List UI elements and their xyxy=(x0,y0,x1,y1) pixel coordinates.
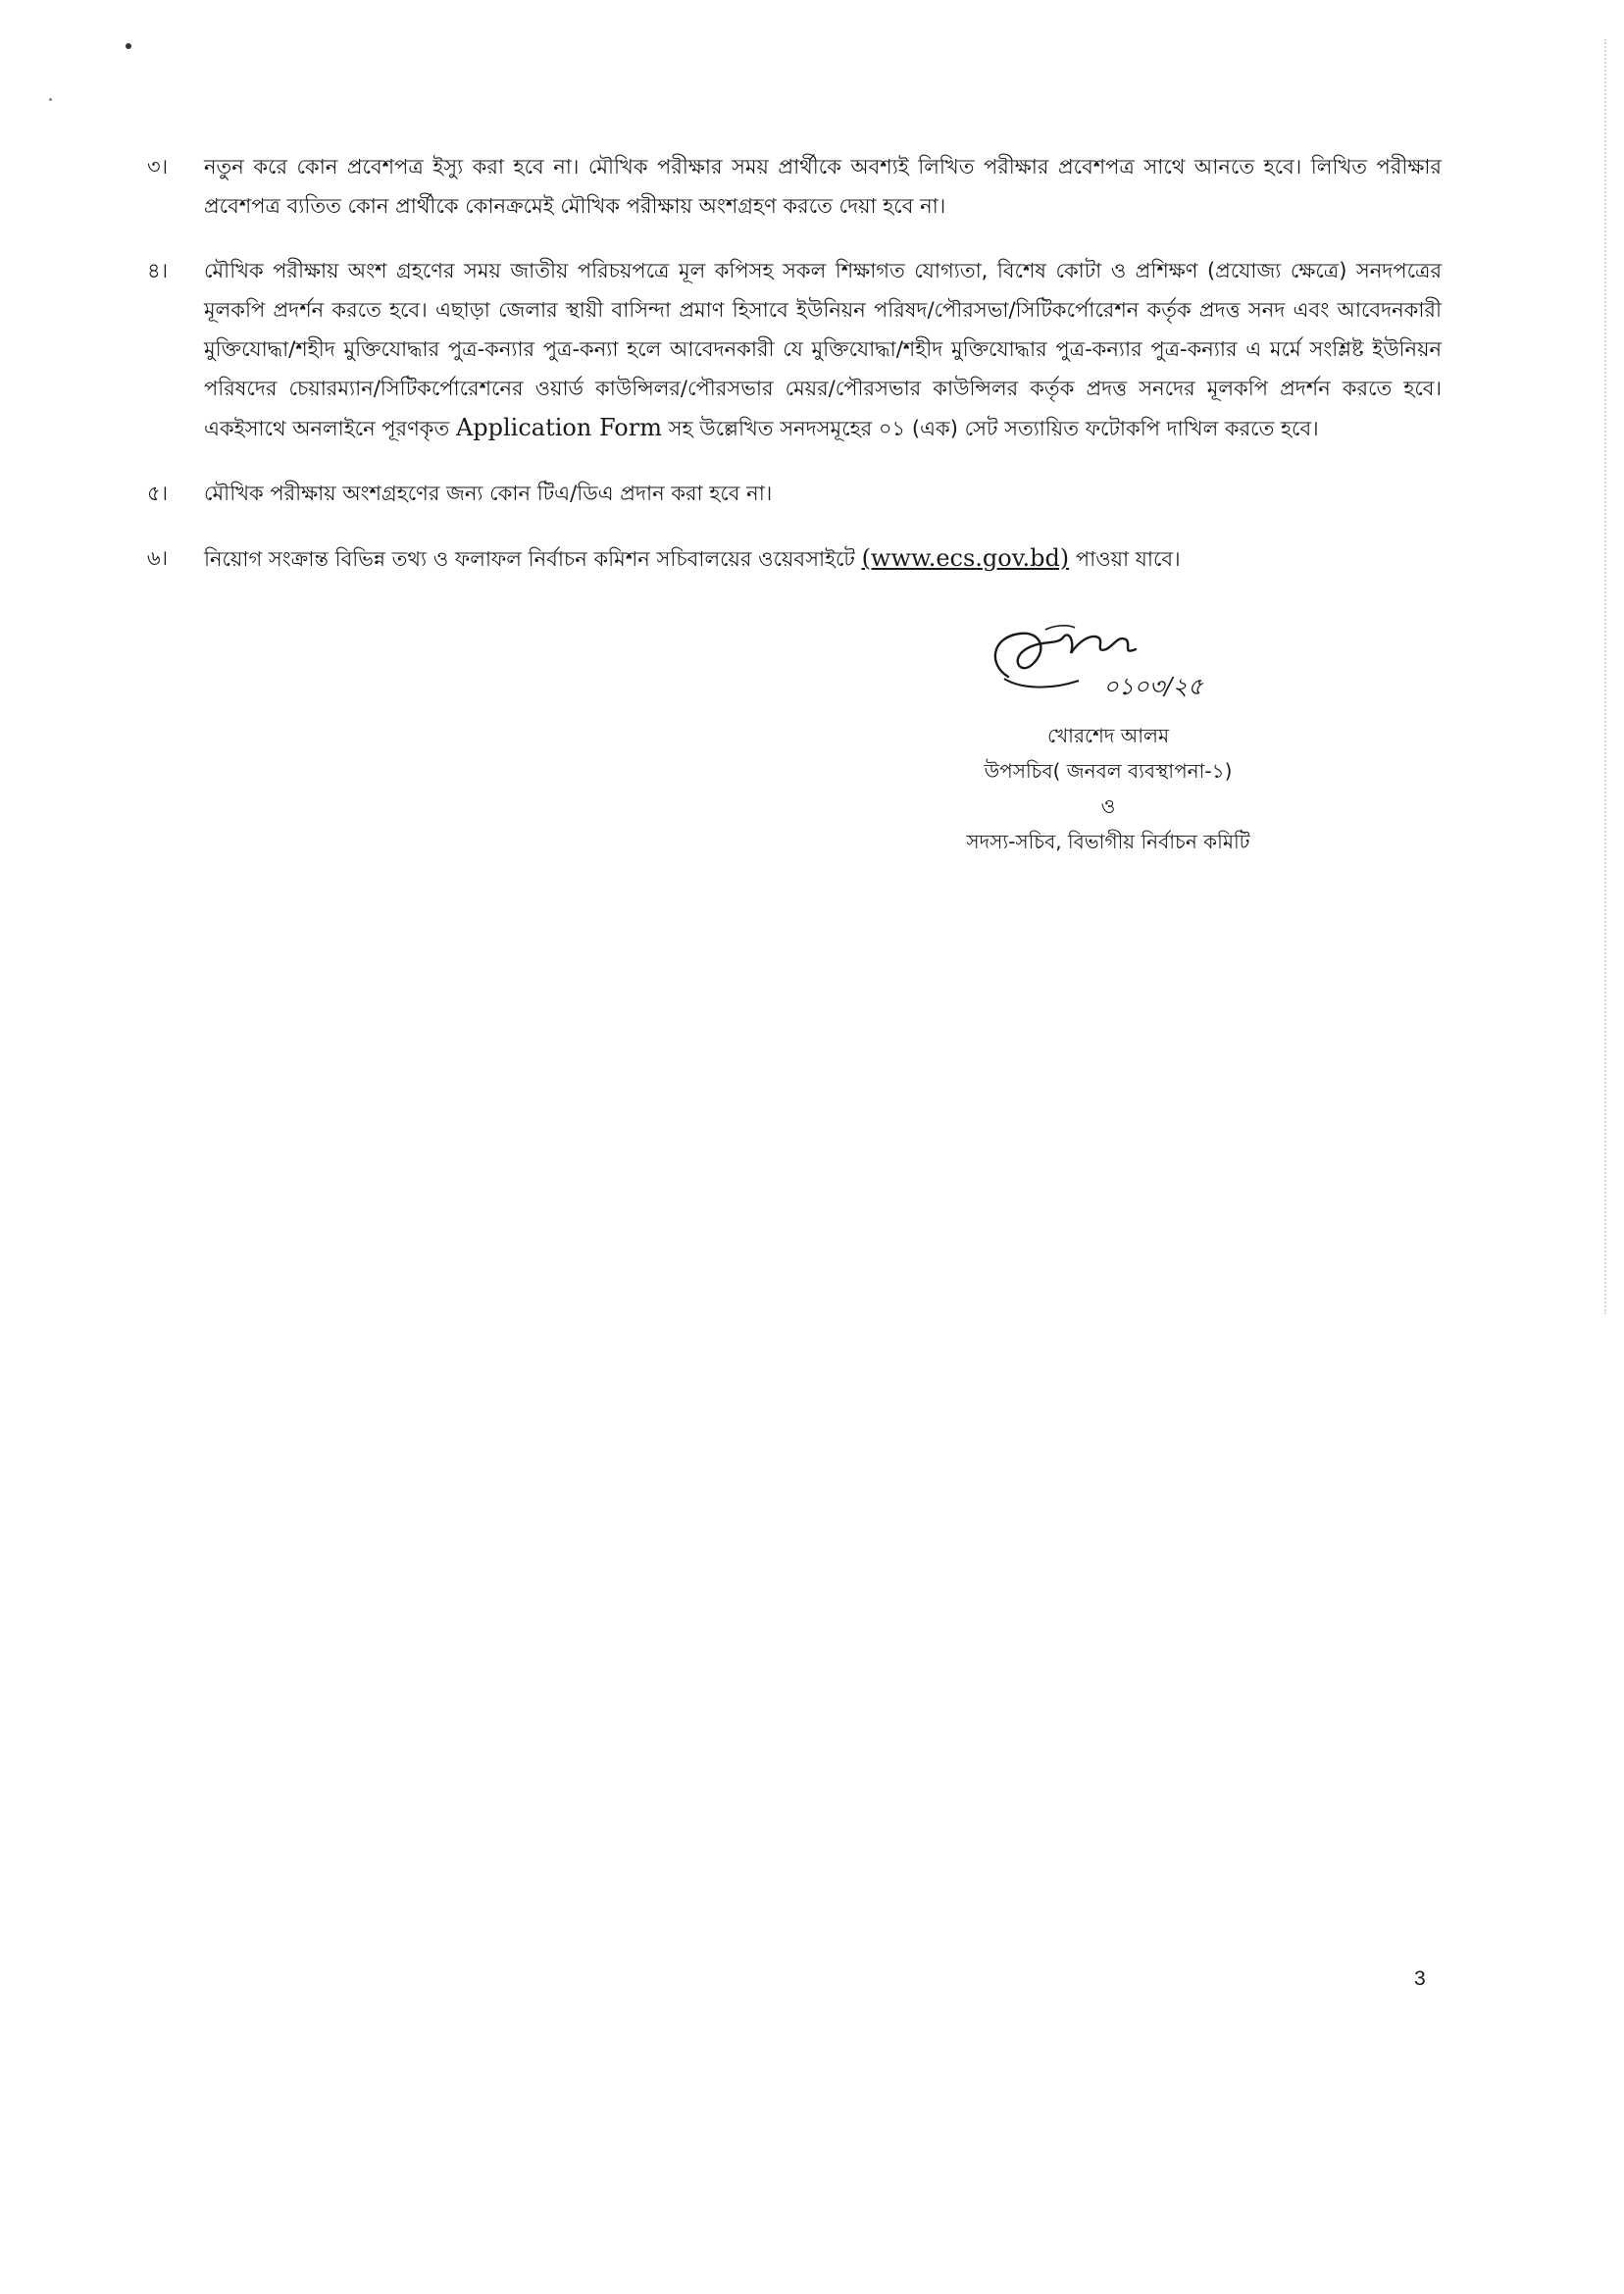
item-number: ৫। xyxy=(147,482,169,505)
item-text xyxy=(204,538,1442,579)
scan-speck xyxy=(49,98,52,101)
application-form-term: Application Form xyxy=(455,414,662,441)
handwritten-signature xyxy=(883,620,1334,714)
list-item xyxy=(147,474,1442,513)
signature-date: ০১০৩/২৫ xyxy=(1103,673,1203,700)
item-text-part: সহ উল্লেখিত সনদসমূহের ০১ (এক) সেট সত্যায়িত ফটোকপি দাখিল করতে হবে। xyxy=(668,417,1319,440)
signatory-committee-role: সদস্য-সচিব, বিভাগীয় নির্বাচন কমিটি xyxy=(966,830,1250,853)
instructions-list xyxy=(147,147,1442,579)
website-link[interactable]: (www.ecs.gov.bd) xyxy=(861,544,1070,572)
item-text-part: পাওয়া যাবে। xyxy=(1075,547,1181,571)
signatory-name: খোরশেদ আলম xyxy=(1046,724,1170,747)
item-text: নতুন করে কোন প্রবেশপত্র ইস্যু করা হবে না। মৌখিক পরীক্ষার সময় প্রার্থীকে অবশ্যই লিখিত পরীক্ষার প্রবেশপত্র সাথে আনতে হবে। লিখিত পরীক্ষার প্রবেশপত্র ব্যতিত কোন প্রার্থীকে কোনক্রমেই মৌখিক পরীক্ষায় অংশগ্রহণ করতে দেয়া হবে না। xyxy=(204,155,1442,218)
signatory-designation: উপসচিব( জনবল ব্যবস্থাপনা-১) xyxy=(984,759,1233,783)
list-item xyxy=(147,251,1442,448)
signature-block xyxy=(883,620,1334,859)
item-text-part: মৌখিক পরীক্ষায় অংশ গ্রহণের সময় জাতীয় পরিচয়পত্রে মূল কপিসহ সকল শিক্ষাগত যোগ্যতা, বিশেষ কোটা ও প্রশিক্ষণ (প্রযোজ্য ক্ষেত্রে) সনদপত্রের মূলকপি প্রদর্শন করতে হবে। এছাড়া জেলার স্থায়ী বাসিন্দা প্রমাণ হিসাবে ইউনিয়ন পরিষদ/পৌরসভা/সিটিকর্পোরেশন কর্তৃক প্রদত্ত সনদ এবং আবেদনকারী মুক্তিযোদ্ধা/শহীদ মুক্তিযোদ্ধার পুত্র-কন্যার পুত্র-কন্যা হলে আবেদনকারী যে মুক্তিযোদ্ধা/শহীদ মুক্তিযোদ্ধার পুত্র-কন্যার পুত্র-কন্যার এ মর্মে সংশ্লিষ্ট ইউনিয়ন পরিষদের চেয়ারম্যান/সিটিকর্পোরেশনের ওয়ার্ড কাউন্সিলর/পৌরসভার মেয়র/পৌরসভার কাউন্সিলর কর্তৃক প্রদত্ত সনদের মূলকপি প্রদর্শন করতে হবে। একইসাথে অনলাইনে পূরণকৃত xyxy=(204,259,1442,440)
item-text xyxy=(204,251,1442,448)
scan-speck xyxy=(126,43,131,49)
item-text: মৌখিক পরীক্ষায় অংশগ্রহণের জন্য কোন টিএ/ডিএ প্রদান করা হবে না। xyxy=(204,482,773,505)
page-number: 3 xyxy=(1414,1967,1426,1990)
scan-edge-artifact xyxy=(1604,39,1610,1314)
list-item xyxy=(147,147,1442,226)
signatory-conjunction: ও xyxy=(1100,794,1116,818)
item-number: ৬। xyxy=(147,546,169,570)
item-number: ৪। xyxy=(147,259,169,282)
list-item xyxy=(147,538,1442,579)
item-text-part: নিয়োগ সংক্রান্ত বিভিন্ন তথ্য ও ফলাফল নির্বাচন কমিশন সচিবালয়ের ওয়েবসাইটে xyxy=(204,547,855,571)
item-number: ৩। xyxy=(147,155,169,178)
